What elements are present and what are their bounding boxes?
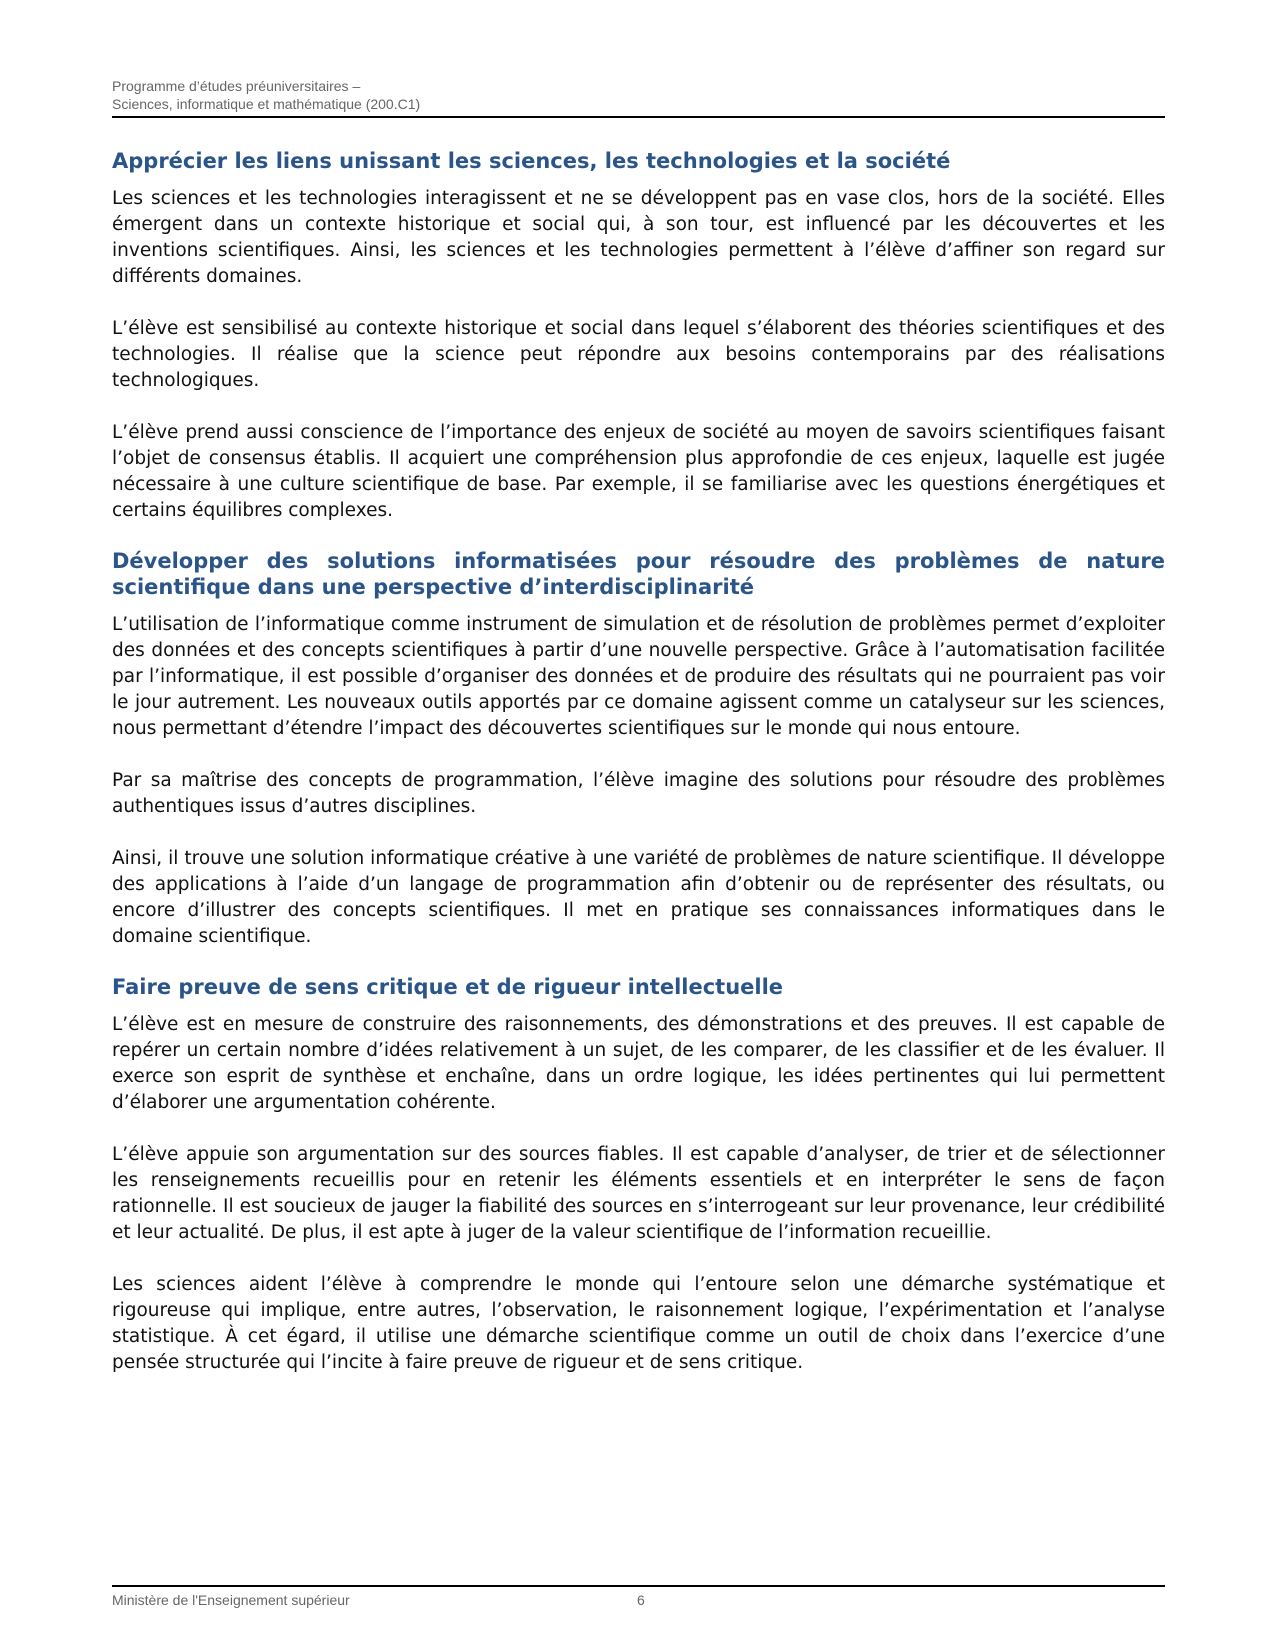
paragraph: L’élève est sensibilisé au contexte historique et social dans lequel s’élaborent des théories scientifiques et des technologies. Il réalise que la science peut répondre aux besoins contemporains par des réalisations technologiques. (112, 318, 1165, 391)
document-body (112, 148, 1165, 1402)
header-program-line: Programme d’études préuniversitaires – (112, 78, 361, 94)
section-liens-sciences-societe (112, 148, 1165, 524)
paragraph: Ainsi, il trouve une solution informatique créative à une variété de problèmes de nature scientifique. Il développe des applications à l’aide d’un langage de programmation afin d’obtenir ou de représenter des résultats, ou encore d’illustrer des concepts scientifiques. Il met en pratique ses connaissances informatiques dans le domaine scientifique. (112, 848, 1165, 947)
header-program-name: Sciences, informatique et mathématique (200.C1) (112, 96, 421, 112)
paragraph: Les sciences aident l’élève à comprendre le monde qui l’entoure selon une démarche systématique et rigoureuse qui implique, entre autres, l’observation, le raisonnement logique, l’expérimentation et l’analyse statistique. À cet égard, il utilise une démarche scientifique comme un outil de choix dans l’exercice d’une pensée structurée qui l’incite à faire preuve de rigueur et de sens critique. (112, 1274, 1165, 1373)
section-sens-critique (112, 974, 1165, 1376)
page-number: 6 (637, 1592, 645, 1608)
section-heading: Développer des solutions informatisées pour résoudre des problèmes de nature scientifique dans une perspective d’interdisciplinarité (112, 549, 1165, 599)
footer-ministry: Ministère de l'Enseignement supérieur (112, 1592, 350, 1608)
section-heading: Apprécier les liens unissant les sciences, les technologies et la société (112, 149, 951, 173)
page-footer (112, 1585, 1165, 1615)
paragraph: L’utilisation de l’informatique comme instrument de simulation et de résolution de problèmes permet d’exploiter des données et des concepts scientifiques à partir d’une nouvelle perspective. Grâce à l’automatisation facilitée par l’informatique, il est possible d’organiser des données et de produire des résultats qui ne pourraient pas voir le jour autrement. Les nouveaux outils apportés par ce domaine agissent comme un catalyseur sur les sciences, nous permettant d’étendre l’impact des découvertes scientifiques sur le monde qui nous entoure. (112, 614, 1165, 739)
page-header (112, 77, 1165, 118)
section-solutions-informatisees (112, 548, 1165, 950)
paragraph: L’élève appuie son argumentation sur des sources fiables. Il est capable d’analyser, de trier et de sélectionner les renseignements recueillis pour en retenir les éléments essentiels et en interpréter le sens de façon rationnelle. Il est soucieux de jauger la fiabilité des sources en s’interrogeant sur leur provenance, leur crédibilité et leur actualité. De plus, il est apte à juger de la valeur scientifique de l’information recueillie. (112, 1144, 1165, 1243)
paragraph: L’élève est en mesure de construire des raisonnements, des démonstrations et des preuves. Il est capable de repérer un certain nombre d’idées relativement à un sujet, de les comparer, de les classifier et de les évaluer. Il exerce son esprit de synthèse et enchaîne, dans un ordre logique, les idées pertinentes qui lui permettent d’élaborer une argumentation cohérente. (112, 1014, 1165, 1113)
paragraph: Les sciences et les technologies interagissent et ne se développent pas en vase clos, hors de la société. Elles émergent dans un contexte historique et social qui, à son tour, est influencé par les découvertes et les inventions scientifiques. Ainsi, les sciences et les technologies permettent à l’élève d’affiner son regard sur différents domaines. (112, 188, 1165, 287)
paragraph: L’élève prend aussi conscience de l’importance des enjeux de société au moyen de savoirs scientifiques faisant l’objet de consensus établis. Il acquiert une compréhension plus approfondie de ces enjeux, laquelle est jugée nécessaire à une culture scientifique de base. Par exemple, il se familiarise avec les questions énergétiques et certains équilibres complexes. (112, 422, 1165, 521)
section-heading: Faire preuve de sens critique et de rigueur intellectuelle (112, 975, 784, 999)
paragraph: Par sa maîtrise des concepts de programmation, l’élève imagine des solutions pour résoudre des problèmes authentiques issus d’autres disciplines. (112, 770, 1165, 817)
